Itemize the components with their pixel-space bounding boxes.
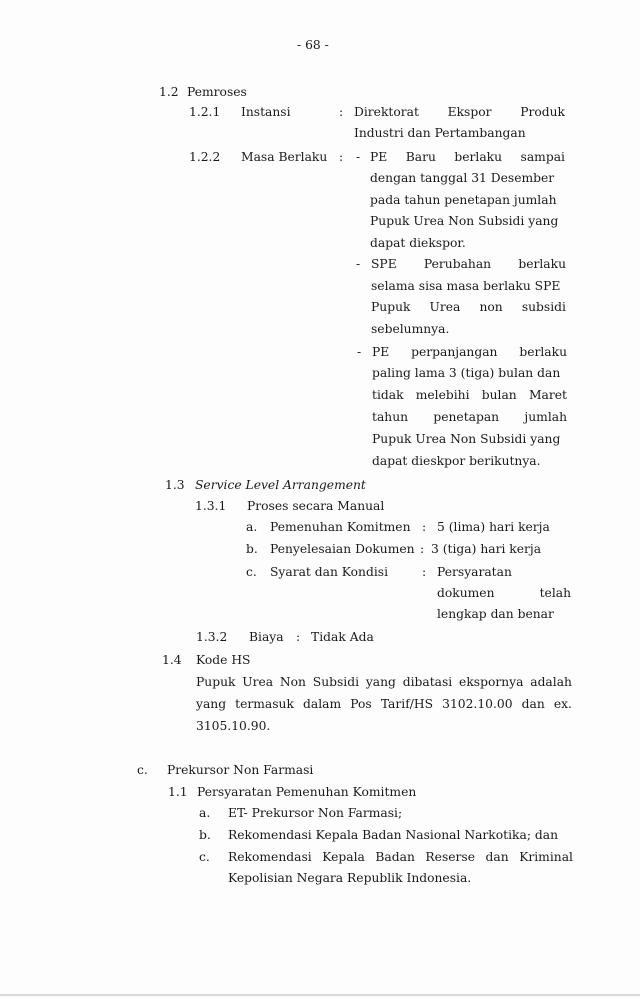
section-title: Persyaratan Pemenuhan Komitmen [197,785,417,799]
section-number: 1.2 [159,85,179,99]
item-number: 1.2.1 [189,105,221,119]
section-title: Kode HS [196,653,251,667]
colon: : [339,105,344,119]
item-label: Penyelesaian Dokumen [270,542,415,556]
item-label: Syarat dan Kondisi [270,565,389,579]
bullet-dash: - [356,150,361,164]
word: yang [365,675,396,689]
word: ex. [553,697,572,711]
word: berlaku [519,345,567,359]
text-line: paling lama 3 (tiga) bulan dan [372,366,561,380]
list-item: ET- Prekursor Non Farmasi; [228,806,403,820]
word: dokumen [437,586,495,600]
section-number: 1.3 [165,478,185,492]
word: berlaku [518,257,566,271]
section-title: Service Level Arrangement [195,478,366,492]
item-label: Pemenuhan Komitmen [270,520,411,534]
scan-edge-divider [0,994,640,996]
word: ekspornya [459,675,524,689]
colon: : [422,520,427,534]
section-letter: c. [137,763,148,777]
word: penetapan [433,410,500,424]
justified-line [354,104,565,120]
text-line: Pupuk Urea Non Subsidi yang [372,432,561,446]
word: 3102.10.00 [442,697,513,711]
item-value: Persyaratan [437,565,512,579]
justified-line [228,849,573,865]
word: non [479,300,503,314]
text-line: sebelumnya. [371,322,450,336]
word: adalah [530,675,572,689]
item-label: Biaya [249,630,284,644]
item-value: 5 (lima) hari kerja [437,520,550,534]
list-letter: b. [246,542,258,556]
item-value: lengkap dan benar [437,607,554,621]
colon: : [420,542,425,556]
word: PE [370,150,388,164]
word: Maret [528,388,567,402]
text-line: dengan tanggal 31 Desember [370,171,555,185]
list-letter: c. [199,850,210,864]
word: Produk [520,105,565,119]
item-label: Instansi [241,105,291,119]
word: Kriminal [519,850,573,864]
word: Pupuk [196,675,236,689]
bullet-dash: - [356,257,361,271]
section-number: 1.1 [168,785,188,799]
word: dibatasi [402,675,453,689]
list-letter: a. [199,806,211,820]
colon: : [422,565,427,579]
item-number: 1.2.2 [189,150,221,164]
item-value: 3 (tiga) hari kerja [431,542,542,556]
justified-line [371,256,566,272]
word: melebihi [415,388,470,402]
text-line: Industri dan Pertambangan [354,126,526,140]
word: perpanjangan [411,345,498,359]
justified-line [372,409,567,425]
text-line: Pupuk Urea Non Subsidi yang [370,214,559,228]
word: Urea [242,675,274,689]
word: Perubahan [423,257,492,271]
word: tahun [372,410,409,424]
list-item: Rekomendasi Kepala Badan Nasional Narkotika; dan [228,828,558,842]
bullet-dash: - [357,345,362,359]
word: Subsidi [312,675,360,689]
section-title: Pemroses [187,85,247,99]
item-label: Masa Berlaku [241,150,328,164]
section-number: 1.4 [162,653,182,667]
word: Pupuk [371,300,411,314]
text-line: dapat diekspor. [370,236,466,250]
word: Non [279,675,306,689]
word: Tarif/HS [380,697,434,711]
justified-line [371,299,566,315]
list-letter: a. [246,520,258,534]
word: PE [372,345,390,359]
word: Direktorat [354,105,419,119]
word: dan [521,697,545,711]
item-number: 1.3.2 [196,630,228,644]
word: subsidi [521,300,566,314]
word: Badan [375,850,415,864]
item-value: Tidak Ada [311,630,374,644]
word: sampai [520,150,565,164]
text-line: selama sisa masa berlaku SPE [371,279,561,293]
justified-line [372,344,567,360]
word: termasuk [235,697,294,711]
word: Rekomendasi [228,850,312,864]
justified-line [370,149,565,165]
justified-line [437,585,571,601]
word: tidak [372,388,404,402]
text-line: 3105.10.90. [196,719,271,733]
word: telah [539,586,571,600]
list-letter: b. [199,828,211,842]
word: berlaku [454,150,503,164]
word: Kepala [322,850,365,864]
justified-line [196,696,572,712]
item-title: Proses secara Manual [247,499,385,513]
word: Urea [429,300,461,314]
word: jumlah [524,410,567,424]
justified-line [196,674,572,690]
colon: : [339,150,344,164]
word: Reserse [425,850,475,864]
word: dan [485,850,509,864]
page-number: - 68 - [297,38,329,52]
word: Ekspor [447,105,492,119]
item-number: 1.3.1 [195,499,227,513]
section-title: Prekursor Non Farmasi [167,763,314,777]
justified-line [372,387,567,403]
word: Pos [350,697,372,711]
text-line: dapat dieskpor berikutnya. [372,454,541,468]
text-line: Kepolisian Negara Republik Indonesia. [228,871,472,885]
word: SPE [371,257,397,271]
word: Baru [405,150,436,164]
list-letter: c. [246,565,257,579]
word: dalam [303,697,342,711]
text-line: pada tahun penetapan jumlah [370,193,557,207]
colon: : [296,630,301,644]
word: bulan [481,388,517,402]
word: yang [196,697,227,711]
